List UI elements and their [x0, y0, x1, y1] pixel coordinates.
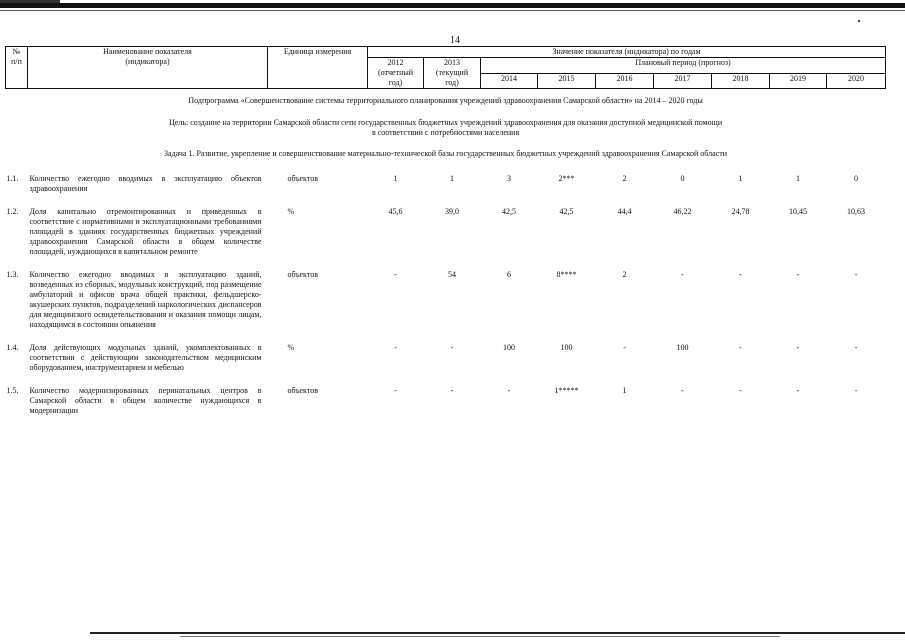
table-row — [6, 377, 886, 420]
scan-speck — [858, 20, 860, 22]
value-cell: 42,5 — [502, 207, 516, 216]
header-year-2013: 2013 (текущий год) — [424, 58, 481, 89]
unit-cell: объектов — [287, 386, 319, 395]
value-cell: 8**** — [556, 270, 577, 279]
header-number: № п/п — [6, 47, 28, 89]
row-number: 1.5. — [6, 386, 19, 395]
value-cell: - — [450, 343, 454, 352]
header-year-2018: 2018 — [712, 73, 770, 89]
value-cell: 45,6 — [388, 207, 403, 216]
value-cell: 24,78 — [731, 207, 750, 216]
scan-top-border — [0, 3, 905, 8]
value-cell: 6 — [507, 270, 511, 279]
header-year-2016: 2016 — [596, 73, 654, 89]
indicator-name: Доля капитально отремонтированных и приведенных в соответствие с нормативными и эксплуатационными требованиями площадей в зданиях государственных бюджетных учреждений здравоохранения Самарской области в общем количестве площадей, нуждающихся в капитальном ремонте — [29, 207, 262, 256]
value-cell: 10,45 — [789, 207, 807, 216]
row-number: 1.3. — [6, 270, 19, 279]
value-cell: - — [394, 343, 397, 352]
value-cell: - — [796, 386, 800, 395]
header-year-2017: 2017 — [654, 73, 712, 89]
table-row — [6, 165, 886, 198]
value-cell: 3 — [507, 174, 511, 183]
scan-bottom-line — [180, 636, 780, 637]
indicator-name: Количество ежегодно вводимых в эксплуатацию объектов здравоохранения — [29, 174, 262, 193]
value-cell: - — [854, 343, 858, 352]
header-unit: Единица измерения — [268, 47, 368, 89]
value-cell: 46,22 — [673, 207, 692, 216]
indicator-name: Количество ежегодно вводимых в эксплуатацию зданий, возведенных из сборных, модульных конструкций, под размещение амбулаторий и офисов врача общей практики, фельдшерско-акушерских пунктов, подразделений наркологических диспансеров для медицинского освидетельствования и оказания помощи лицам, находящимся в состоянии опьянения — [29, 270, 262, 329]
value-cell: 1 — [738, 174, 743, 183]
value-cell: 1 — [796, 174, 800, 183]
indicator-name: Доля действующих модульных зданий, укомплектованных в соответствии с действующим законодательством медицинским оборудованием, инструментарием и мебелью — [29, 343, 262, 372]
goal-text: Цель: создание на территории Самарской области сети государственных бюджетных учреждений здравоохранения для оказания доступной медицинской помощи в соответствии с потребностями населения — [169, 118, 723, 137]
value-cell: 42,5 — [559, 207, 574, 216]
value-cell: - — [394, 270, 397, 279]
value-cell: 1 — [393, 174, 398, 183]
scan-top-line — [0, 10, 905, 11]
value-cell: - — [796, 343, 800, 352]
value-cell: 1***** — [554, 386, 579, 395]
value-cell: 1 — [622, 386, 627, 395]
value-cell: - — [623, 343, 626, 352]
header-indicator-name: Наименование показателя (индикатора) — [28, 47, 268, 89]
header-values-by-year: Значение показателя (индикатора) по годам — [368, 47, 886, 58]
value-cell: - — [739, 343, 742, 352]
value-cell: 0 — [854, 174, 859, 183]
unit-cell: объектов — [287, 270, 319, 279]
row-number: 1.2. — [6, 207, 19, 216]
value-cell: - — [450, 386, 454, 395]
value-cell: - — [394, 386, 397, 395]
unit-cell: % — [287, 207, 295, 216]
value-cell: 0 — [680, 174, 685, 183]
value-cell: 2 — [622, 270, 627, 279]
indicator-name: Количество модернизированных перинатальных центров в Самарской области в общем количестве нуждающихся в модернизации — [29, 386, 262, 415]
header-year-2019: 2019 — [770, 73, 827, 89]
value-cell: - — [739, 270, 742, 279]
value-cell: - — [681, 270, 684, 279]
value-cell: 44,4 — [617, 207, 632, 216]
value-cell: 2*** — [558, 174, 575, 183]
value-cell: 39,0 — [445, 207, 459, 216]
page-number: 14 — [450, 35, 460, 46]
table-row — [6, 198, 886, 261]
value-cell: 10,63 — [847, 207, 866, 216]
header-year-2020: 2020 — [827, 73, 886, 89]
value-cell: 100 — [560, 343, 573, 352]
value-cell: - — [681, 386, 684, 395]
row-number: 1.4. — [6, 343, 19, 352]
value-cell: - — [854, 270, 858, 279]
indicator-table — [5, 46, 886, 420]
scan-bottom-border — [90, 632, 905, 634]
value-cell: - — [739, 386, 742, 395]
value-cell: - — [507, 386, 511, 395]
value-cell: 100 — [676, 343, 689, 352]
subprogram-title: Подпрограмма «Совершенствование системы территориального планирования учреждений здравоохранения Самарской области» на 2014 – 2020 годы — [188, 96, 703, 105]
header-year-2012: 2012 (отчетный год) — [368, 58, 424, 89]
unit-cell: % — [287, 343, 295, 352]
header-year-2015: 2015 — [538, 73, 596, 89]
table-row — [6, 334, 886, 377]
row-number: 1.1. — [6, 174, 19, 183]
unit-cell: объектов — [287, 174, 319, 183]
value-cell: - — [796, 270, 800, 279]
header-plan-period: Плановый период (прогноз) — [481, 58, 886, 74]
table-row — [6, 261, 886, 334]
header-year-2014: 2014 — [481, 73, 538, 89]
value-cell: 54 — [448, 270, 456, 279]
value-cell: 1 — [450, 174, 454, 183]
indicator-rows — [6, 165, 886, 420]
value-cell: 2 — [622, 174, 627, 183]
value-cell: 100 — [503, 343, 515, 352]
task-text: Задача 1. Развитие, укрепление и совершенствование материально-технической базы государственных бюджетных учреждений здравоохранения Самарской области — [164, 149, 728, 158]
value-cell: - — [854, 386, 858, 395]
